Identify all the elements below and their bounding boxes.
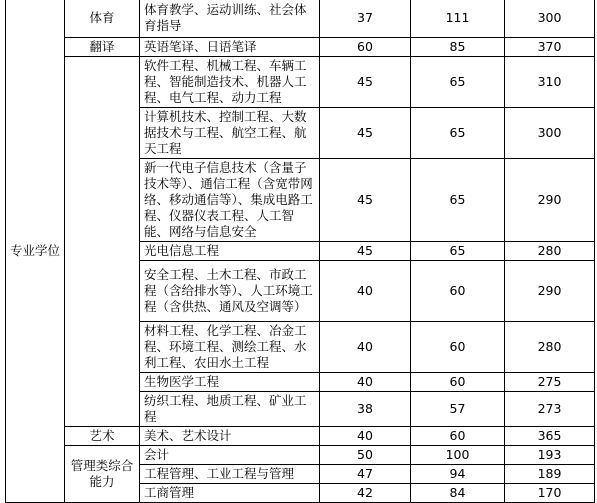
score-a-cell: 50 <box>320 445 411 464</box>
table-row <box>6 426 595 445</box>
total-score-cell: 370 <box>505 37 595 56</box>
table-row <box>6 445 595 464</box>
score-a-cell: 40 <box>320 426 411 445</box>
score-b-cell: 65 <box>411 107 505 158</box>
score-b-cell: 100 <box>411 445 505 464</box>
major-cell: 计算机技术、控制工程、大数据技术与工程、航空工程、航天工程 <box>140 107 320 158</box>
score-b-cell: 85 <box>411 37 505 56</box>
score-a-cell: 40 <box>320 321 411 372</box>
score-b-cell: 84 <box>411 483 505 502</box>
total-score-cell: 193 <box>505 445 595 464</box>
total-score-cell: 300 <box>505 107 595 158</box>
total-score-cell: 275 <box>505 372 595 391</box>
score-b-cell: 94 <box>411 464 505 483</box>
score-a-cell: 38 <box>320 391 411 426</box>
total-score-cell: 310 <box>505 56 595 107</box>
table-row <box>6 37 595 56</box>
score-a-cell: 45 <box>320 158 411 241</box>
score-a-cell: 47 <box>320 464 411 483</box>
score-table <box>5 0 595 503</box>
major-cell: 会计 <box>140 445 320 464</box>
score-a-cell: 45 <box>320 107 411 158</box>
score-a-cell: 60 <box>320 37 411 56</box>
total-score-cell: 365 <box>505 426 595 445</box>
group-label-cell: 专业学位 <box>6 0 65 502</box>
score-a-cell: 42 <box>320 483 411 502</box>
total-score-cell: 170 <box>505 483 595 502</box>
subject-cell <box>65 56 140 426</box>
major-cell: 安全工程、土木工程、市政工程（含给排水等）、人工环境工程（含供热、通风及空调等） <box>140 260 320 321</box>
score-b-cell: 65 <box>411 158 505 241</box>
total-score-cell: 290 <box>505 158 595 241</box>
major-cell: 纺织工程、地质工程、矿业工程 <box>140 391 320 426</box>
score-b-cell: 60 <box>411 426 505 445</box>
score-b-cell: 65 <box>411 241 505 260</box>
score-b-cell: 60 <box>411 372 505 391</box>
subject-cell: 翻译 <box>65 37 140 56</box>
major-cell: 光电信息工程 <box>140 241 320 260</box>
subject-cell: 艺术 <box>65 426 140 445</box>
major-cell: 新一代电子信息技术（含量子技术等）、通信工程（含宽带网络、移动通信等）、集成电路工程、仪器仪表工程、人工智能、网络与信息安全 <box>140 158 320 241</box>
major-cell: 美术、艺术设计 <box>140 426 320 445</box>
score-a-cell: 40 <box>320 372 411 391</box>
score-a-cell: 40 <box>320 260 411 321</box>
major-cell: 体育教学、运动训练、社会体育指导 <box>140 0 320 37</box>
total-score-cell: 189 <box>505 464 595 483</box>
score-a-cell: 45 <box>320 241 411 260</box>
total-score-cell: 273 <box>505 391 595 426</box>
table-row <box>6 56 595 107</box>
score-b-cell: 111 <box>411 0 505 37</box>
total-score-cell: 280 <box>505 321 595 372</box>
major-cell: 软件工程、机械工程、车辆工程、智能制造技术、机器人工程、电气工程、动力工程 <box>140 56 320 107</box>
table-row <box>6 0 595 37</box>
major-cell: 工程管理、工业工程与管理 <box>140 464 320 483</box>
score-a-cell: 37 <box>320 0 411 37</box>
major-cell: 材料工程、化学工程、冶金工程、环境工程、测绘工程、水利工程、农田水土工程 <box>140 321 320 372</box>
subject-cell: 管理类综合能力 <box>65 445 140 502</box>
major-cell: 生物医学工程 <box>140 372 320 391</box>
major-cell: 英语笔译、日语笔译 <box>140 37 320 56</box>
score-b-cell: 65 <box>411 56 505 107</box>
total-score-cell: 300 <box>505 0 595 37</box>
score-b-cell: 60 <box>411 260 505 321</box>
score-b-cell: 57 <box>411 391 505 426</box>
total-score-cell: 280 <box>505 241 595 260</box>
total-score-cell: 290 <box>505 260 595 321</box>
subject-cell: 体育 <box>65 0 140 37</box>
score-b-cell: 60 <box>411 321 505 372</box>
score-a-cell: 45 <box>320 56 411 107</box>
major-cell: 工商管理 <box>140 483 320 502</box>
